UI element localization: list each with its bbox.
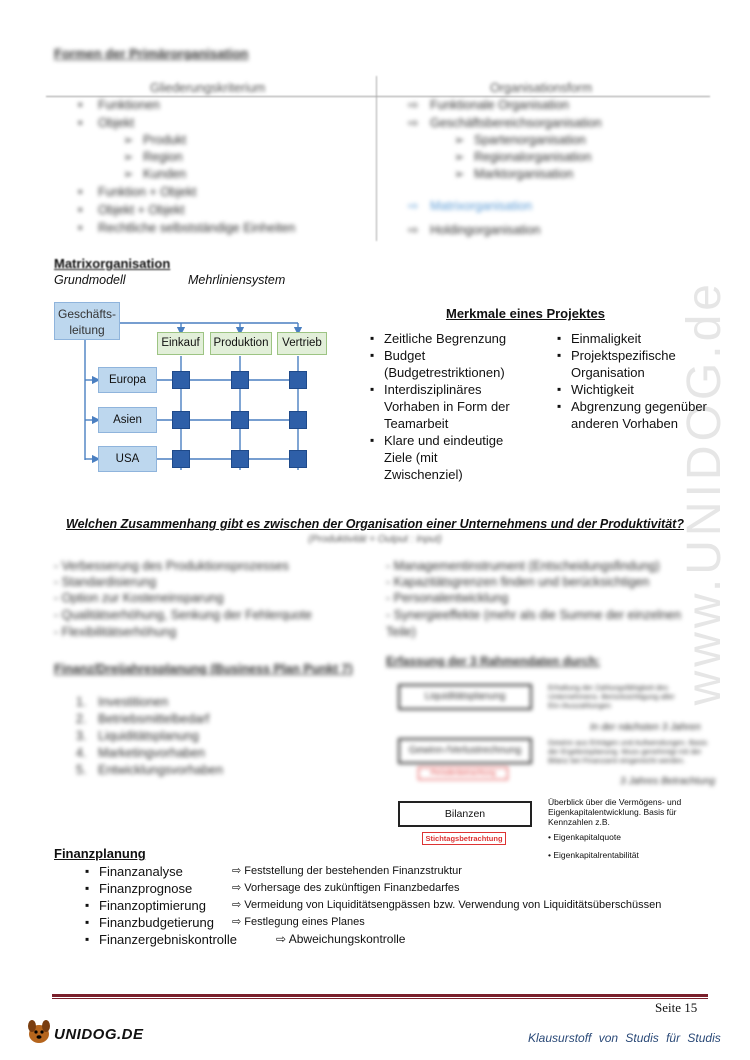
box-label: Geschäfts-: [57, 307, 117, 321]
function-box-vertrieb: Vertrieb: [277, 332, 327, 355]
footer-rule: [52, 994, 708, 997]
liquiditaet-box: Liquiditätsplanung: [398, 684, 532, 710]
region-box-usa: USA: [98, 446, 157, 472]
region-box-europa: Europa: [98, 367, 157, 393]
list-item: 5. Entwicklungsvorhaben: [76, 763, 224, 777]
period-label-1: In der nächsten 3 Jahren: [590, 722, 701, 733]
question-subtitle: (Produktivität = Output : Input): [308, 534, 442, 545]
bullet-text: Eigenkapitalrentabilität: [553, 850, 639, 860]
region-box-asien: Asien: [98, 407, 157, 433]
list-item: ➢ Spartenorganisation: [454, 133, 586, 147]
bullet-text: Eigenkapitalquote: [553, 832, 621, 842]
list-item: [99, 863, 462, 880]
desc: Vorhersage des zukünftigen Finanzbedarfes: [244, 882, 460, 894]
list-item: 1. Investitionen: [76, 695, 169, 709]
function-box-produktion: Produktion: [210, 332, 272, 355]
term: Finanzprognose: [99, 881, 193, 896]
list-item: - Verbesserung des Produktionsprozesses: [54, 559, 289, 573]
list-item: • Objekt + Objekt: [78, 203, 185, 217]
list-item: - Synergieeffekte (mehr als die Summe der einzelnen Teile): [386, 608, 682, 639]
list-item: ▪ Einmaligkeit: [571, 330, 711, 347]
arrow-icon: ⇨: [276, 932, 287, 946]
mehrlinien-label: Mehrliniensystem: [188, 273, 286, 287]
arrow-icon: ⇨: [232, 916, 242, 928]
list-item: ▪ Zeitliche Begrenzung: [384, 330, 524, 347]
list-item: ➢ Kunden: [123, 167, 187, 181]
col-header-right: Organisationsform: [490, 81, 593, 95]
desc: Feststellung der bestehenden Finanzstruktur: [244, 865, 462, 877]
bilanzen-tag: Stichtagsbetrachtung: [422, 832, 506, 845]
bilanzen-desc: Überblick über die Vermögens- und Eigenkapitalentwicklung. Basis für Kennzahlen z.B.: [548, 797, 682, 827]
list-item: • Funktion + Objekt: [78, 185, 197, 199]
finanz-drei-title: Finanz/Dreijahresplanung (Business Plan Punkt 7): [54, 662, 353, 676]
term: Finanzoptimierung: [99, 898, 206, 913]
matrix-cell: [289, 450, 307, 468]
list-item: ➢ Produkt: [123, 133, 187, 147]
matrix-cell: [231, 450, 249, 468]
col-header-left: Gliederungskriterium: [150, 81, 266, 95]
list-item: ➢ Regionalorganisation: [454, 150, 592, 164]
guv-desc: Gewinn aus Erträgen und Aufwendungen. Basis der Ergebnisplanung. Muss genehmigt mit der Bilanz bei Finanzamt eingereicht werden.: [548, 738, 708, 765]
arrow-icon: ⇨: [232, 882, 242, 894]
footer-slogan: Klausurstoff von Studis für Studis: [528, 1031, 721, 1045]
list-item: ▪ Wichtigkeit: [571, 381, 711, 398]
list-item: ⇨ Geschäftsbereichsorganisation: [408, 116, 602, 130]
box-label: leitung: [69, 323, 105, 337]
list-item: [99, 914, 365, 931]
arrow-icon: ⇨: [232, 899, 242, 911]
list-item: - Personalentwicklung: [386, 591, 509, 605]
list-item: • Objekt: [78, 116, 135, 130]
matrix-cell: [231, 411, 249, 429]
desc: Vermeidung von Liquiditätsengpässen bzw. Verwendung von Liquiditätsüberschüssen: [244, 899, 662, 911]
erfassung-title: Erfassung der 3 Rahmendaten durch:: [386, 654, 601, 668]
watermark-text: www.UNIDOG.de: [678, 280, 731, 706]
unidog-logo-text: UNIDOG.DE: [54, 1026, 144, 1043]
term: Finanzbudgetierung: [99, 915, 214, 930]
matrix-cell: [172, 411, 190, 429]
grundmodell-label: Grundmodell: [54, 273, 126, 287]
footer-rule: [52, 998, 708, 999]
desc: Abweichungskontrolle: [288, 932, 406, 946]
term-desc: [232, 880, 460, 897]
list-item: - Flexibilitätserhöhung: [54, 625, 177, 639]
liquiditaet-desc: Erhaltung der Zahlungsfähigkeit des Unternehmens. Berücksichtigung aller Ein-/Auszahlungen: [548, 683, 675, 710]
list-item: ➢ Marktorganisation: [454, 167, 574, 181]
term-desc: [232, 897, 661, 914]
list-item: ▪ Budget (Budgetrestriktionen): [384, 347, 524, 381]
period-label-2: 3 Jahres Betrachtung: [620, 776, 716, 787]
arrow-icon: ⇨: [232, 865, 242, 877]
geschaeftsleitung-box: [54, 302, 120, 340]
list-item: ▪ Abgrenzung gegenüber anderen Vorhaben: [571, 398, 711, 432]
bilanzen-bullet: • Eigenkapitalquote: [548, 832, 621, 842]
projekt-title: Merkmale eines Projektes: [446, 306, 605, 321]
list-item: ▪ Interdisziplinäres Vorhaben in Form der Teamarbeit: [384, 381, 524, 432]
dog-logo-icon: [24, 1016, 54, 1046]
term-desc: [232, 914, 365, 931]
matrix-cell: [289, 371, 307, 389]
list-item: - Option zur Kosteneinsparung: [54, 591, 224, 605]
list-item: ▪ Projektspezifische Organisation: [571, 347, 691, 381]
term-desc: [276, 931, 405, 948]
matrix-cell: [172, 450, 190, 468]
bilanzen-bullet: • Eigenkapitalrentabilität: [548, 850, 639, 860]
matrix-title: Matrixorganisation: [54, 256, 171, 271]
function-box-einkauf: Einkauf: [157, 332, 204, 355]
list-item: [99, 897, 662, 914]
list-item: - Managementinstrument (Entscheidungsfindung): [386, 559, 660, 573]
matrix-cell: [172, 371, 190, 389]
list-item: ⇨ Funktionale Organisation: [408, 98, 569, 112]
bilanzen-box: Bilanzen: [398, 801, 532, 827]
term: Finanzanalyse: [99, 864, 183, 879]
list-item: - Standardisierung: [54, 575, 157, 589]
matrix-cell: [289, 411, 307, 429]
matrix-cell: [231, 371, 249, 389]
list-item: • Funktionen: [78, 98, 160, 112]
list-item: ▪ Klare und eindeutige Ziele (mit Zwischenziel): [384, 432, 514, 483]
primaerorganisation-title: Formen der Primärorganisation: [54, 46, 249, 61]
finanzplanung-title: Finanzplanung: [54, 846, 146, 861]
question-text: Welchen Zusammenhang gibt es zwischen der Organisation einer Unternehmens und der Produktivität?: [66, 517, 684, 531]
list-item: 4. Marketingvorhaben: [76, 746, 206, 760]
list-item: • Rechtliche selbstständige Einheiten: [78, 221, 296, 235]
page-number: Seite 15: [655, 1000, 698, 1015]
list-item: [99, 931, 406, 948]
term-desc: [232, 863, 462, 880]
list-item: - Qualitätserhöhung, Senkung der Fehlerquote: [54, 608, 312, 622]
list-item: ⇨ Matrixorganisation: [408, 199, 533, 213]
list-item: 3. Liquiditätsplanung: [76, 729, 199, 743]
list-item: ⇨ Holdingorganisation: [408, 223, 541, 237]
desc: Festlegung eines Planes: [244, 916, 365, 928]
list-item: - Kapazitätsgrenzen finden und berücksichtigen: [386, 575, 650, 589]
list-item: [99, 880, 460, 897]
guv-box: Gewinn-/Verlustrechnung: [398, 738, 532, 764]
guv-tag: Periodenbetrachtung: [418, 767, 508, 780]
list-item: 2. Betriebsmittelbedarf: [76, 712, 210, 726]
term: Finanzergebniskontrolle: [99, 932, 238, 947]
list-item: ➢ Region: [123, 150, 183, 164]
